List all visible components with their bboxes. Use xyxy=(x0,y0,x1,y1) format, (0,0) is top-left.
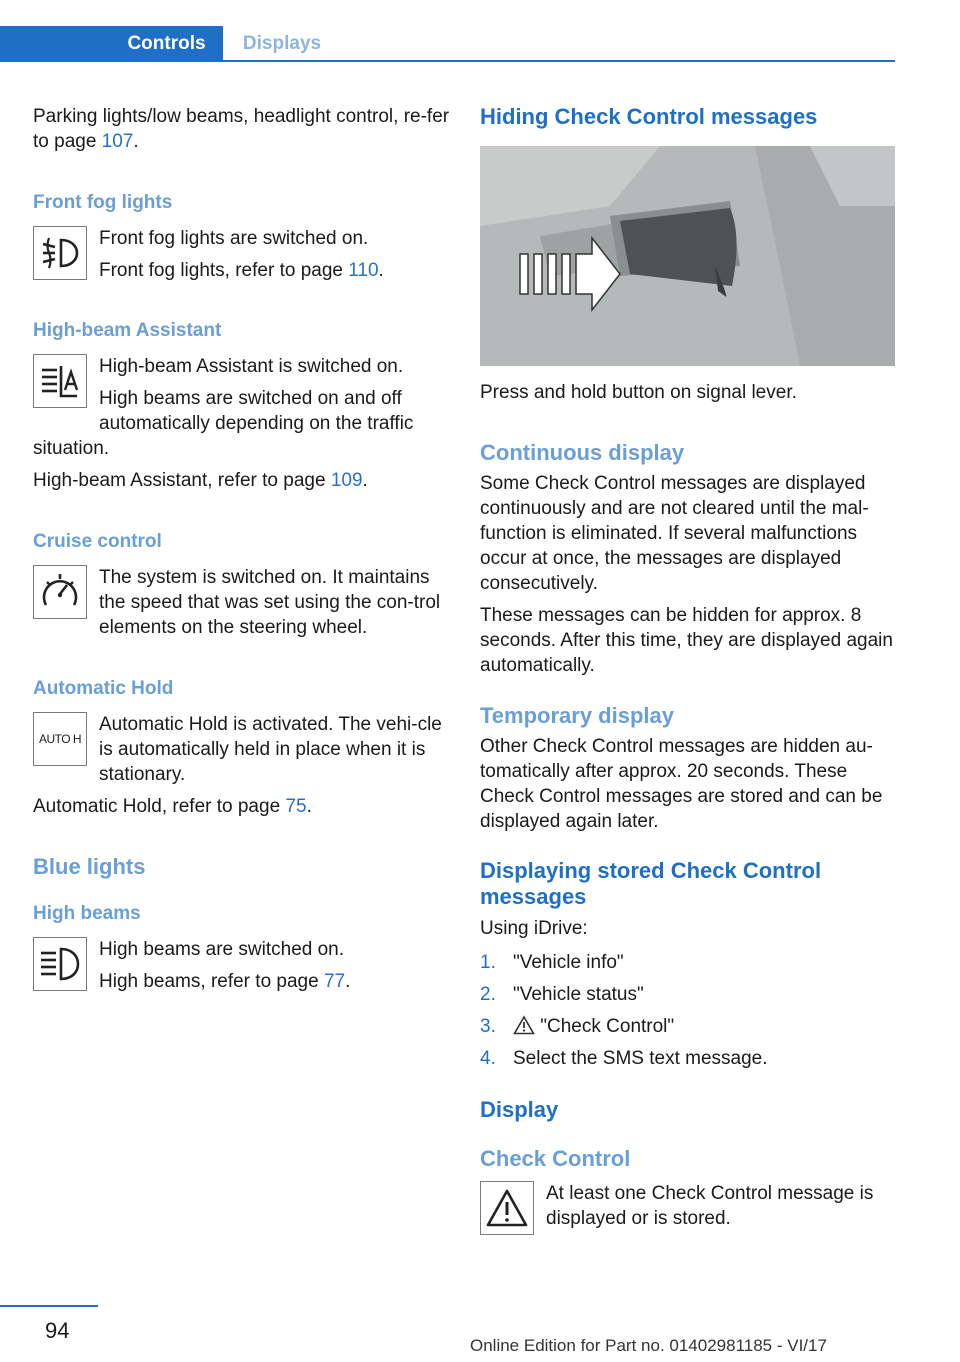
high-beam-assistant-section xyxy=(33,354,453,493)
automatic-hold-heading: Automatic Hold xyxy=(33,678,174,699)
cruise-control-icon xyxy=(33,565,87,619)
front-fog-line1: Front fog lights are switched on. xyxy=(99,228,369,249)
page-number: 94 xyxy=(45,1318,70,1343)
signal-lever-illustration xyxy=(480,146,895,366)
edition-note: Online Edition for Part no. 01402981185 - VI/17 xyxy=(470,1336,827,1355)
hba-line1: High-beam Assistant is switched on. xyxy=(99,356,404,377)
check-control-line1: At least one Check Control message is displayed or is stored. xyxy=(546,1183,874,1229)
hiding-check-control-heading: Hiding Check Control messages xyxy=(480,104,818,129)
high-beams-heading: High beams xyxy=(33,903,141,924)
continuous-display-heading: Continuous display xyxy=(480,440,685,465)
list-item: 3. "Check Control" xyxy=(480,1011,898,1043)
check-control-heading: Check Control xyxy=(480,1146,631,1171)
autohold-line1: Automatic Hold is activated. The vehi-cle is automatically held in place when it is stationary. xyxy=(99,714,442,785)
high-beam-assistant-heading: High-beam Assistant xyxy=(33,320,222,341)
tab-controls[interactable]: Controls xyxy=(110,26,223,62)
cruise-line1: The system is switched on. It maintains the speed that was set using the con-trol elements on the steering wheel. xyxy=(99,567,441,638)
footer-rule xyxy=(0,1305,98,1307)
hiding-text: Press and hold button on signal lever. xyxy=(480,382,797,403)
page-link-75[interactable]: 75 xyxy=(285,796,307,817)
left-column xyxy=(33,100,453,995)
display-heading: Display xyxy=(480,1097,559,1122)
high-beams-line1: High beams are switched on. xyxy=(99,939,345,960)
chapter-tabs xyxy=(0,26,895,62)
continuous-p2: These messages can be hidden for approx. 8 seconds. After this time, they are displayed again automatically. xyxy=(480,605,893,676)
high-beams-line2: High beams, refer to page 77. xyxy=(99,971,351,992)
front-fog-section xyxy=(33,226,453,284)
check-control-warning-icon xyxy=(480,1181,534,1235)
continuous-p1: Some Check Control messages are displayed continuously and are not cleared until the mal-function is eliminated. If several malfunctions occur at once, the messages are displayed consecutively. xyxy=(480,473,869,594)
hba-line2: High beams are switched on and off automatically depending on the traffic situation. xyxy=(33,388,414,459)
blue-lights-heading: Blue lights xyxy=(33,854,146,879)
stored-intro: Using iDrive: xyxy=(480,918,588,939)
tab-fill xyxy=(0,26,110,62)
auto-hold-icon: AUTO H xyxy=(33,712,87,766)
hba-line3: High-beam Assistant, refer to page 109. xyxy=(33,470,368,491)
autohold-line2: Automatic Hold, refer to page 75. xyxy=(33,796,312,817)
stored-messages-heading: Displaying stored Check Control messages xyxy=(480,858,822,909)
front-fog-heading: Front fog lights xyxy=(33,192,173,213)
front-fog-light-icon xyxy=(33,226,87,280)
stored-steps-list xyxy=(480,947,898,1075)
page-link-77[interactable]: 77 xyxy=(323,971,346,992)
high-beams-section xyxy=(33,937,453,995)
right-column xyxy=(480,100,898,1239)
warning-triangle-icon xyxy=(513,1014,535,1046)
automatic-hold-section xyxy=(33,712,453,819)
temporary-p1: Other Check Control messages are hidden au-tomatically after approx. 20 seconds. These Check Control messages are stored and can be displayed again later. xyxy=(480,736,883,832)
front-fog-line2: Front fog lights, refer to page 110. xyxy=(99,260,384,281)
check-control-section xyxy=(480,1181,898,1239)
page-link-107[interactable]: 107 xyxy=(101,131,134,152)
high-beam-assistant-icon xyxy=(33,354,87,408)
page-link-110[interactable]: 110 xyxy=(348,260,379,281)
list-item: 4. Select the SMS text message. xyxy=(480,1048,768,1069)
temporary-display-heading: Temporary display xyxy=(480,703,674,728)
page-link-109[interactable]: 109 xyxy=(330,470,363,491)
tab-underline xyxy=(0,60,895,62)
high-beam-icon xyxy=(33,937,87,991)
cruise-control-heading: Cruise control xyxy=(33,531,162,552)
tab-displays[interactable]: Displays xyxy=(242,33,322,54)
cruise-control-section xyxy=(33,565,453,640)
list-item: 2. "Vehicle status" xyxy=(480,984,644,1005)
intro-paragraph: Parking lights/low beams, headlight control, re-fer to page 107. xyxy=(33,106,450,152)
list-item: 1. "Vehicle info" xyxy=(480,952,624,973)
